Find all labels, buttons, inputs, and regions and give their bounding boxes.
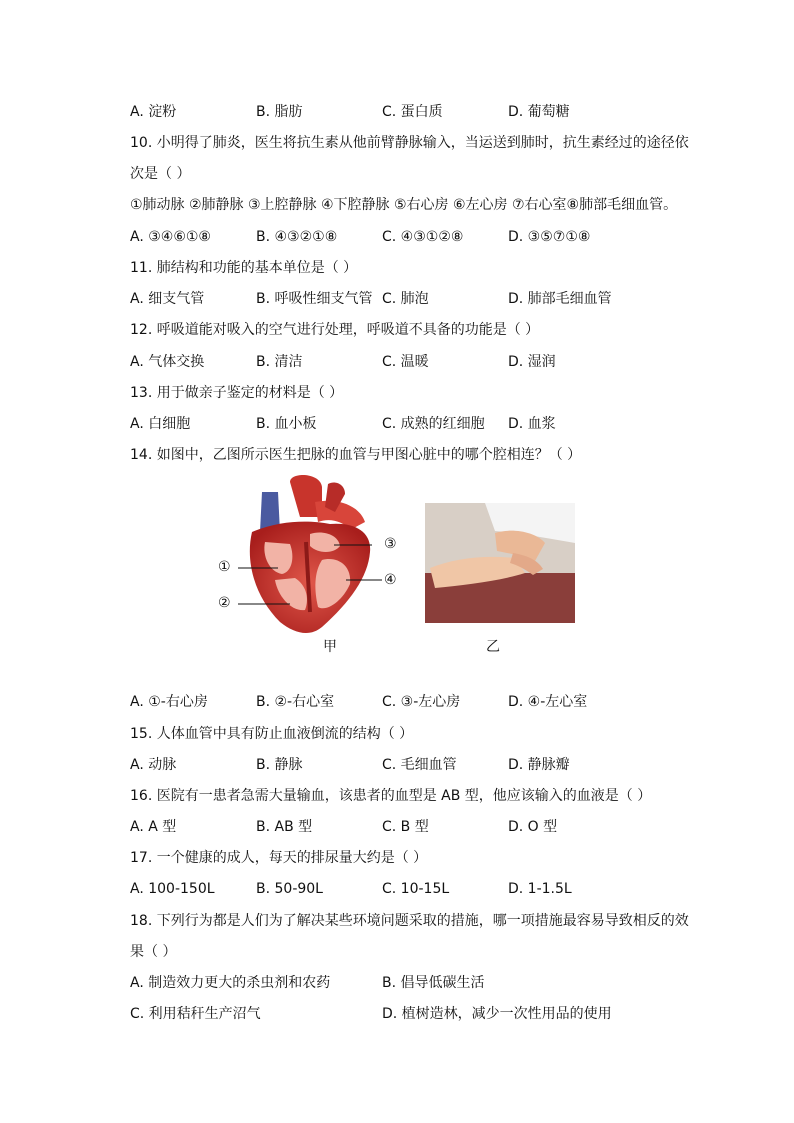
heart-label-3: ③ bbox=[384, 536, 397, 552]
q11-option-d: D. 肺部毛细血管 bbox=[508, 291, 612, 307]
q13-options bbox=[130, 414, 690, 434]
heart-label-4: ④ bbox=[384, 572, 397, 588]
q13-option-b: B. 血小板 bbox=[256, 416, 317, 432]
q10-stem-line1: 10. 小明得了肺炎，医生将抗生素从他前臂静脉输入，当运送到肺时，抗生素经过的途径依 bbox=[130, 135, 689, 151]
heart-label-1: ① bbox=[218, 559, 231, 575]
q18-option-b: B. 倡导低碳生活 bbox=[382, 975, 485, 991]
q18-option-a: A. 制造效力更大的杀虫剂和农药 bbox=[130, 975, 331, 991]
figure-yi-caption: 乙 bbox=[486, 639, 500, 655]
q10-stem-line2: 次是（ ） bbox=[130, 166, 191, 182]
q14-options bbox=[130, 692, 690, 712]
q10-option-c: C. ④③①②⑧ bbox=[382, 229, 464, 245]
q18-options-row2 bbox=[130, 1004, 690, 1024]
q15-option-a: A. 动脉 bbox=[130, 757, 177, 773]
q17-option-a: A. 100-150L bbox=[130, 881, 215, 897]
figure-jia-caption: 甲 bbox=[323, 639, 337, 655]
q14-option-b: B. ②-右心室 bbox=[256, 694, 335, 710]
q12-option-a: A. 气体交换 bbox=[130, 354, 205, 370]
q13-option-c: C. 成熟的红细胞 bbox=[382, 416, 485, 432]
q13-option-d: D. 血浆 bbox=[508, 416, 556, 432]
q12-option-b: B. 清洁 bbox=[256, 354, 303, 370]
q10-option-b: B. ④③②①⑧ bbox=[256, 229, 338, 245]
q9-options bbox=[130, 102, 690, 122]
q9-option-b: B. 脂肪 bbox=[256, 104, 303, 120]
q17-options bbox=[130, 879, 690, 899]
q13-stem: 13. 用于做亲子鉴定的材料是（ ） bbox=[130, 385, 344, 401]
q15-options bbox=[130, 755, 690, 775]
q18-options-row1 bbox=[130, 973, 690, 993]
q9-option-a: A. 淀粉 bbox=[130, 104, 177, 120]
q15-option-d: D. 静脉瓣 bbox=[508, 757, 570, 773]
q11-option-b: B. 呼吸性细支气管 bbox=[256, 291, 373, 307]
q16-option-a: A. A 型 bbox=[130, 819, 177, 835]
q10-option-a: A. ③④⑥①⑧ bbox=[130, 229, 211, 245]
q17-stem: 17. 一个健康的成人，每天的排尿量大约是（ ） bbox=[130, 850, 428, 866]
heart-diagram bbox=[210, 472, 410, 642]
q9-option-d: D. 葡萄糖 bbox=[508, 104, 570, 120]
q12-option-c: C. 温暖 bbox=[382, 354, 429, 370]
q16-option-b: B. AB 型 bbox=[256, 819, 313, 835]
q10-list: ①肺动脉 ②肺静脉 ③上腔静脉 ④下腔静脉 ⑤右心房 ⑥左心房 ⑦右心室⑧肺部毛细血管。 bbox=[130, 197, 678, 213]
heart-label-2: ② bbox=[218, 595, 231, 611]
q17-option-d: D. 1-1.5L bbox=[508, 881, 572, 897]
q10-options bbox=[130, 227, 690, 247]
q18-option-c: C. 利用秸秆生产沼气 bbox=[130, 1006, 261, 1022]
q17-option-c: C. 10-15L bbox=[382, 881, 450, 897]
q13-option-a: A. 白细胞 bbox=[130, 416, 191, 432]
q12-option-d: D. 湿润 bbox=[508, 354, 556, 370]
pulse-photo bbox=[425, 503, 575, 623]
q12-stem: 12. 呼吸道能对吸入的空气进行处理，呼吸道不具备的功能是（ ） bbox=[130, 322, 540, 338]
q16-option-d: D. O 型 bbox=[508, 819, 558, 835]
q18-option-d: D. 植树造林，减少一次性用品的使用 bbox=[382, 1006, 612, 1022]
q11-option-c: C. 肺泡 bbox=[382, 291, 429, 307]
q9-option-c: C. 蛋白质 bbox=[382, 104, 443, 120]
q16-stem: 16. 医院有一患者急需大量输血，该患者的血型是 AB 型，他应该输入的血液是（ ） bbox=[130, 788, 652, 804]
q14-option-d: D. ④-左心室 bbox=[508, 694, 588, 710]
q18-stem-line1: 18. 下列行为都是人们为了解决某些环境问题采取的措施，哪一项措施最容易导致相反的效 bbox=[130, 913, 689, 929]
q14-option-a: A. ①-右心房 bbox=[130, 694, 208, 710]
q11-option-a: A. 细支气管 bbox=[130, 291, 205, 307]
q11-options bbox=[130, 289, 690, 309]
q16-option-c: C. B 型 bbox=[382, 819, 429, 835]
q12-options bbox=[130, 352, 690, 372]
q11-stem: 11. 肺结构和功能的基本单位是（ ） bbox=[130, 260, 358, 276]
q10-option-d: D. ③⑤⑦①⑧ bbox=[508, 229, 591, 245]
q17-option-b: B. 50-90L bbox=[256, 881, 323, 897]
q18-stem-line2: 果（ ） bbox=[130, 944, 177, 960]
q15-stem: 15. 人体血管中具有防止血液倒流的结构（ ） bbox=[130, 726, 414, 742]
q16-options bbox=[130, 817, 690, 837]
q14-stem: 14. 如图中，乙图所示医生把脉的血管与甲图心脏中的哪个腔相连？（ ） bbox=[130, 447, 582, 463]
q15-option-b: B. 静脉 bbox=[256, 757, 303, 773]
q15-option-c: C. 毛细血管 bbox=[382, 757, 457, 773]
q14-option-c: C. ③-左心房 bbox=[382, 694, 461, 710]
